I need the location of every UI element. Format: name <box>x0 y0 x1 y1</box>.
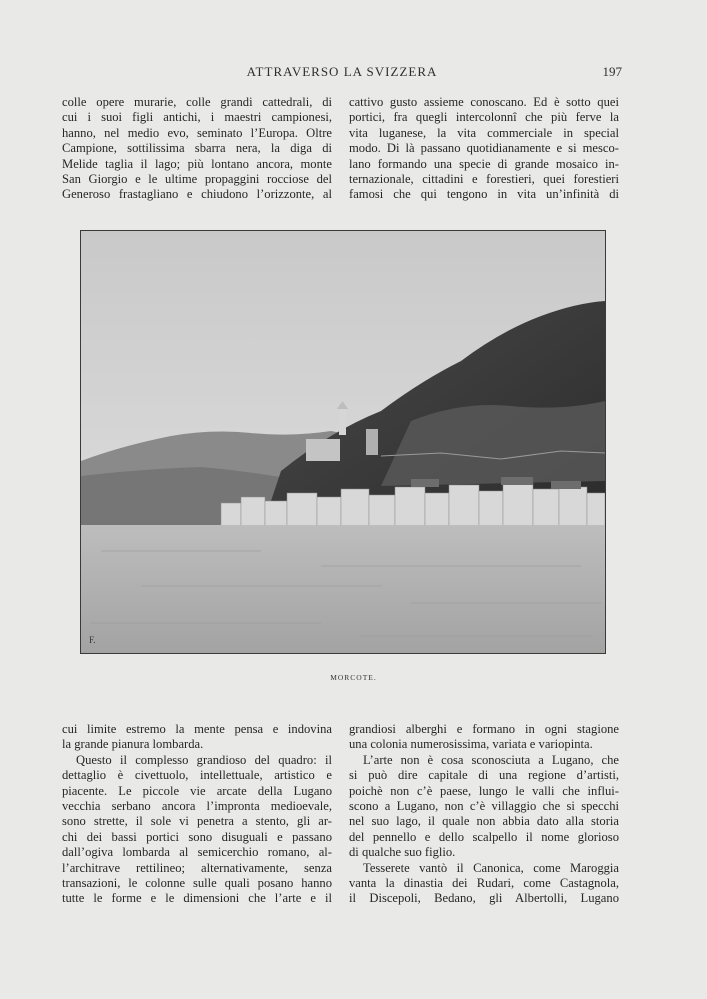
text-line: grandiosi alberghi e formano in ogni stagione <box>349 722 619 736</box>
text-line: ternazionale, cittadini e forestieri, quei forestieri <box>349 172 619 187</box>
text-line: famosi che qui tengono in vita un’infinità di <box>349 187 619 202</box>
column-top-left <box>62 95 332 203</box>
text-line: Melide taglia il lago; più lontano ancora, monte <box>62 156 332 171</box>
text-line: si può dire capitale di una regione d’artisti, <box>349 768 619 783</box>
text-line: il Discepoli, Bedano, gli Albertolli, Lugano <box>349 891 619 906</box>
text-line: vecchia serbano ancora l’impronta medioevale, <box>62 799 332 814</box>
text-line: cui limite estremo la mente pensa e indovina <box>62 722 332 736</box>
text-line: sono strette, il sole vi penetra a stento, gli ar- <box>62 814 332 829</box>
text-line: del pennello e dello scalpello il nome glorioso <box>349 829 619 844</box>
text-line: poichè non c’è paese, lungo le valli che influi- <box>349 783 619 798</box>
engraver-mark: F. <box>89 635 96 645</box>
running-head <box>62 64 622 82</box>
text-line: Generoso frastagliano e chiudono l’orizzonte, al <box>62 187 332 202</box>
text-line: chi dei bassi portici sono disuguali e passano <box>62 829 332 844</box>
photo-morcote <box>80 230 606 654</box>
text-line: l’architrave rettilineo; alternativamente, senza <box>62 860 332 875</box>
text-line: Tesserete vantò il Canonica, come Maroggia <box>363 860 619 875</box>
text-line: vanta la dinastia dei Rudari, come Castagnola, <box>349 876 619 891</box>
text-line: lano formando una specie di grande mosaico in- <box>349 156 619 171</box>
text-line: cui i suoi figli antichi, i maestri campionesi, <box>62 110 332 125</box>
text-line: piacente. Le piccole vie arcate della Lugano <box>62 783 332 798</box>
text-line: modo. Di là passano quotidianamente e si mesco- <box>349 141 619 156</box>
text-line: cattivo gusto assieme conoscano. Ed è sotto quei <box>349 95 619 109</box>
text-line: una colonia numerosissima, variata e variopinta. <box>349 737 593 752</box>
text-line: portici, fra quegli intercolonnî che più ferve la <box>349 110 619 125</box>
text-line: Campione, sottilissima sbarra nera, la diga di <box>62 141 332 156</box>
text-line: hanno, nel medio evo, seminato l’Europa. Oltre <box>62 125 332 140</box>
column-bottom-left <box>62 722 332 907</box>
lake-village-photo <box>81 231 605 653</box>
text-line: di qualche suo figlio. <box>349 845 456 860</box>
column-top-right <box>349 95 619 203</box>
text-line: tutte le forme e le dimensioni che l’arte e il <box>62 891 332 906</box>
text-line: nel suo lago, il quale non abbia dato alla storia <box>349 814 619 829</box>
running-title: ATTRAVERSO LA SVIZZERA <box>246 64 438 79</box>
text-line: San Giorgio e le ultime propaggini rocciose del <box>62 172 332 187</box>
text-line: Questo il complesso grandioso del quadro: il <box>76 752 332 767</box>
text-line: la grande pianura lombarda. <box>62 737 204 752</box>
text-line: vita luganese, la vita commerciale in special <box>349 125 619 140</box>
text-line: transazioni, le colonne sulle quali posano hanno <box>62 876 332 891</box>
text-line: L’arte non è cosa sconosciuta a Lugano, che <box>363 752 619 767</box>
text-line: dall’ogiva lombarda al semicerchio romano, al- <box>62 845 332 860</box>
page-number: 197 <box>602 64 622 79</box>
text-line: dettaglio è civettuolo, intellettuale, artistico e <box>62 768 332 783</box>
text-line: scono a Lugano, non c’è villaggio che si specchi <box>349 799 619 814</box>
column-bottom-right <box>349 722 619 907</box>
text-line: colle opere murarie, colle grandi cattedrali, di <box>62 95 332 109</box>
figure-caption: MORCOTE. <box>330 673 377 682</box>
